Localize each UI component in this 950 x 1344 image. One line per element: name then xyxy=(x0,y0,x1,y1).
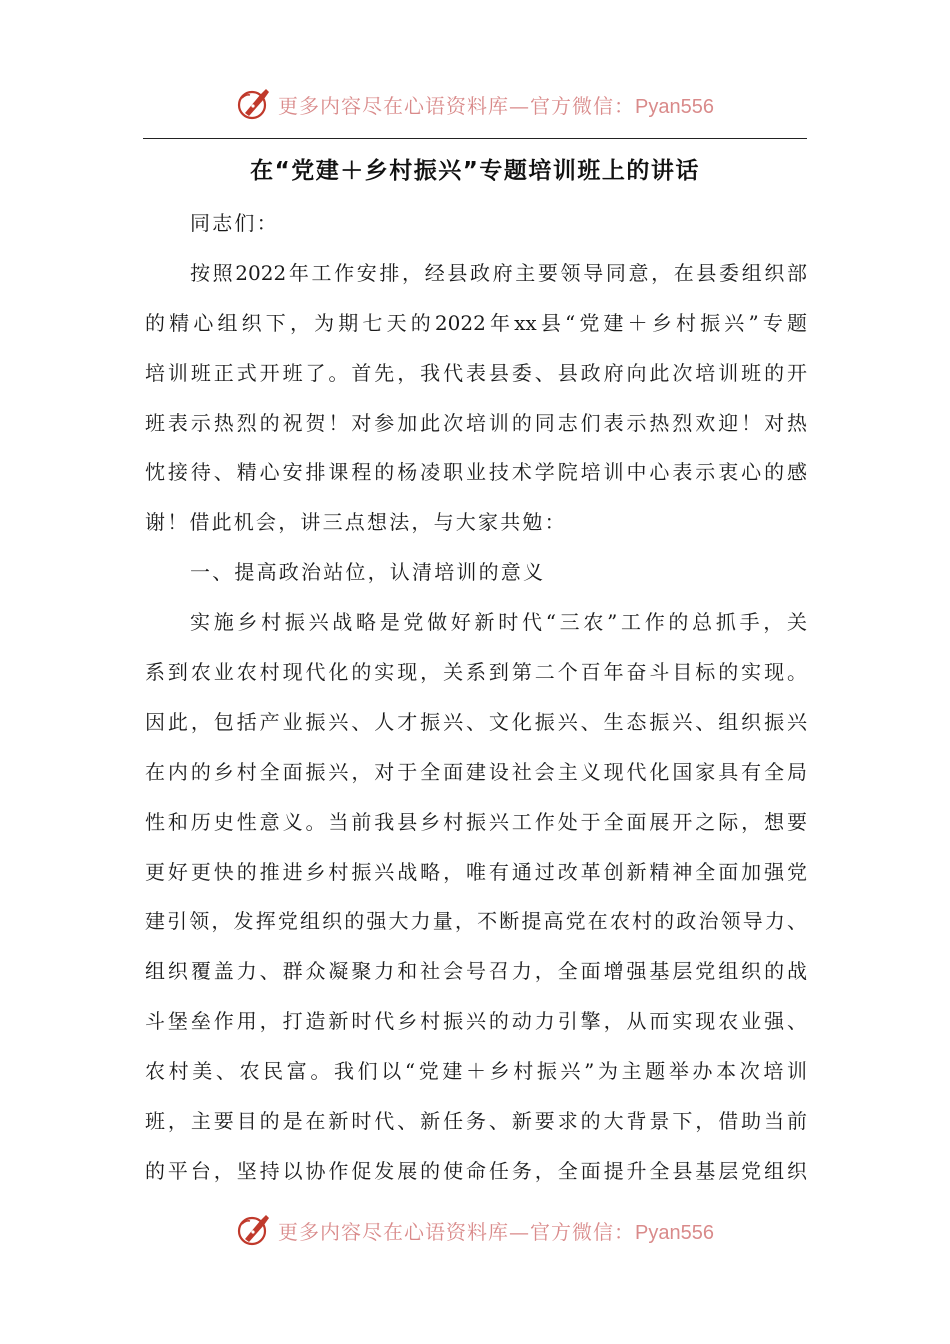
paragraph-line: 的平台，坚持以协作促发展的使命任务，全面提升全县基层党组织 xyxy=(145,1158,807,1183)
header-wechat-id: Pyan556 xyxy=(635,95,714,118)
paragraph-line: 在内的乡村全面振兴，对于全面建设社会主义现代化国家具有全局 xyxy=(145,759,807,784)
paragraph-line: 班表示热烈的祝贺！对参加此次培训的同志们表示热烈欢迎！对热 xyxy=(145,410,807,435)
paragraph-line: 组织覆盖力、群众凝聚力和社会号召力，全面增强基层党组织的战 xyxy=(145,959,807,984)
paragraph-line: 培训班正式开班了。首先，我代表县委、县政府向此次培训班的开 xyxy=(145,360,807,385)
salutation-line: 同志们： xyxy=(190,211,279,235)
footer-banner-label: 更多内容尽在心语资料库—官方微信： xyxy=(278,1219,636,1244)
paragraph-line: 建引领，发挥党组织的强大力量，不断提高党在农村的政治领导力、 xyxy=(145,909,807,934)
paragraph-line: 系到农业农村现代化的实现，关系到第二个百年奋斗目标的实现。 xyxy=(145,660,807,685)
paragraph-line: 因此，包括产业振兴、人才振兴、文化振兴、生态振兴、组织振兴 xyxy=(145,709,807,734)
header-banner-inner xyxy=(236,86,714,122)
header-banner xyxy=(0,84,950,124)
header-banner-text xyxy=(278,90,714,119)
paragraph-line: 谢！借此机会，讲三点想法，与大家共勉： xyxy=(145,510,567,535)
paragraph-line: 班，主要目的是在新时代、新任务、新要求的大背景下，借助当前 xyxy=(145,1109,807,1134)
document-body xyxy=(145,199,807,1197)
header-banner-label: 更多内容尽在心语资料库—官方微信： xyxy=(278,93,636,118)
paragraph-line: 按照2022年工作安排，经县政府主要领导同意，在县委组织部 xyxy=(190,260,807,285)
header-divider xyxy=(143,138,807,139)
footer-wechat-id: Pyan556 xyxy=(635,1221,714,1244)
footer-banner-inner xyxy=(236,1212,714,1248)
paragraph-line: 更好更快的推进乡村振兴战略，唯有通过改革创新精神全面加强党 xyxy=(145,859,807,884)
footer-banner xyxy=(0,1210,950,1250)
paragraph-line: 农村美、农民富。我们以“党建＋乡村振兴”为主题举办本次培训 xyxy=(145,1059,807,1084)
footer-banner-text xyxy=(278,1216,714,1245)
pen-nib-logo-icon xyxy=(236,1212,272,1248)
paragraph-line: 斗堡垒作用，打造新时代乡村振兴的动力引擎，从而实现农业强、 xyxy=(145,1009,807,1034)
paragraph-line: 忱接待、精心安排课程的杨凌职业技术学院培训中心表示衷心的感 xyxy=(145,460,807,485)
section-heading: 一、提高政治站位，认清培训的意义 xyxy=(190,560,546,585)
paragraph-line: 实施乡村振兴战略是党做好新时代“三农”工作的总抓手，关 xyxy=(190,610,807,635)
pen-nib-logo-icon xyxy=(236,86,272,122)
paragraph-line: 性和历史性意义。当前我县乡村振兴工作处于全面展开之际，想要 xyxy=(145,809,807,834)
document-title: 在“党建＋乡村振兴”专题培训班上的讲话 xyxy=(250,158,700,184)
paragraph-line: 的精心组织下，为期七天的2022年xx县“党建＋乡村振兴”专题 xyxy=(145,310,807,335)
